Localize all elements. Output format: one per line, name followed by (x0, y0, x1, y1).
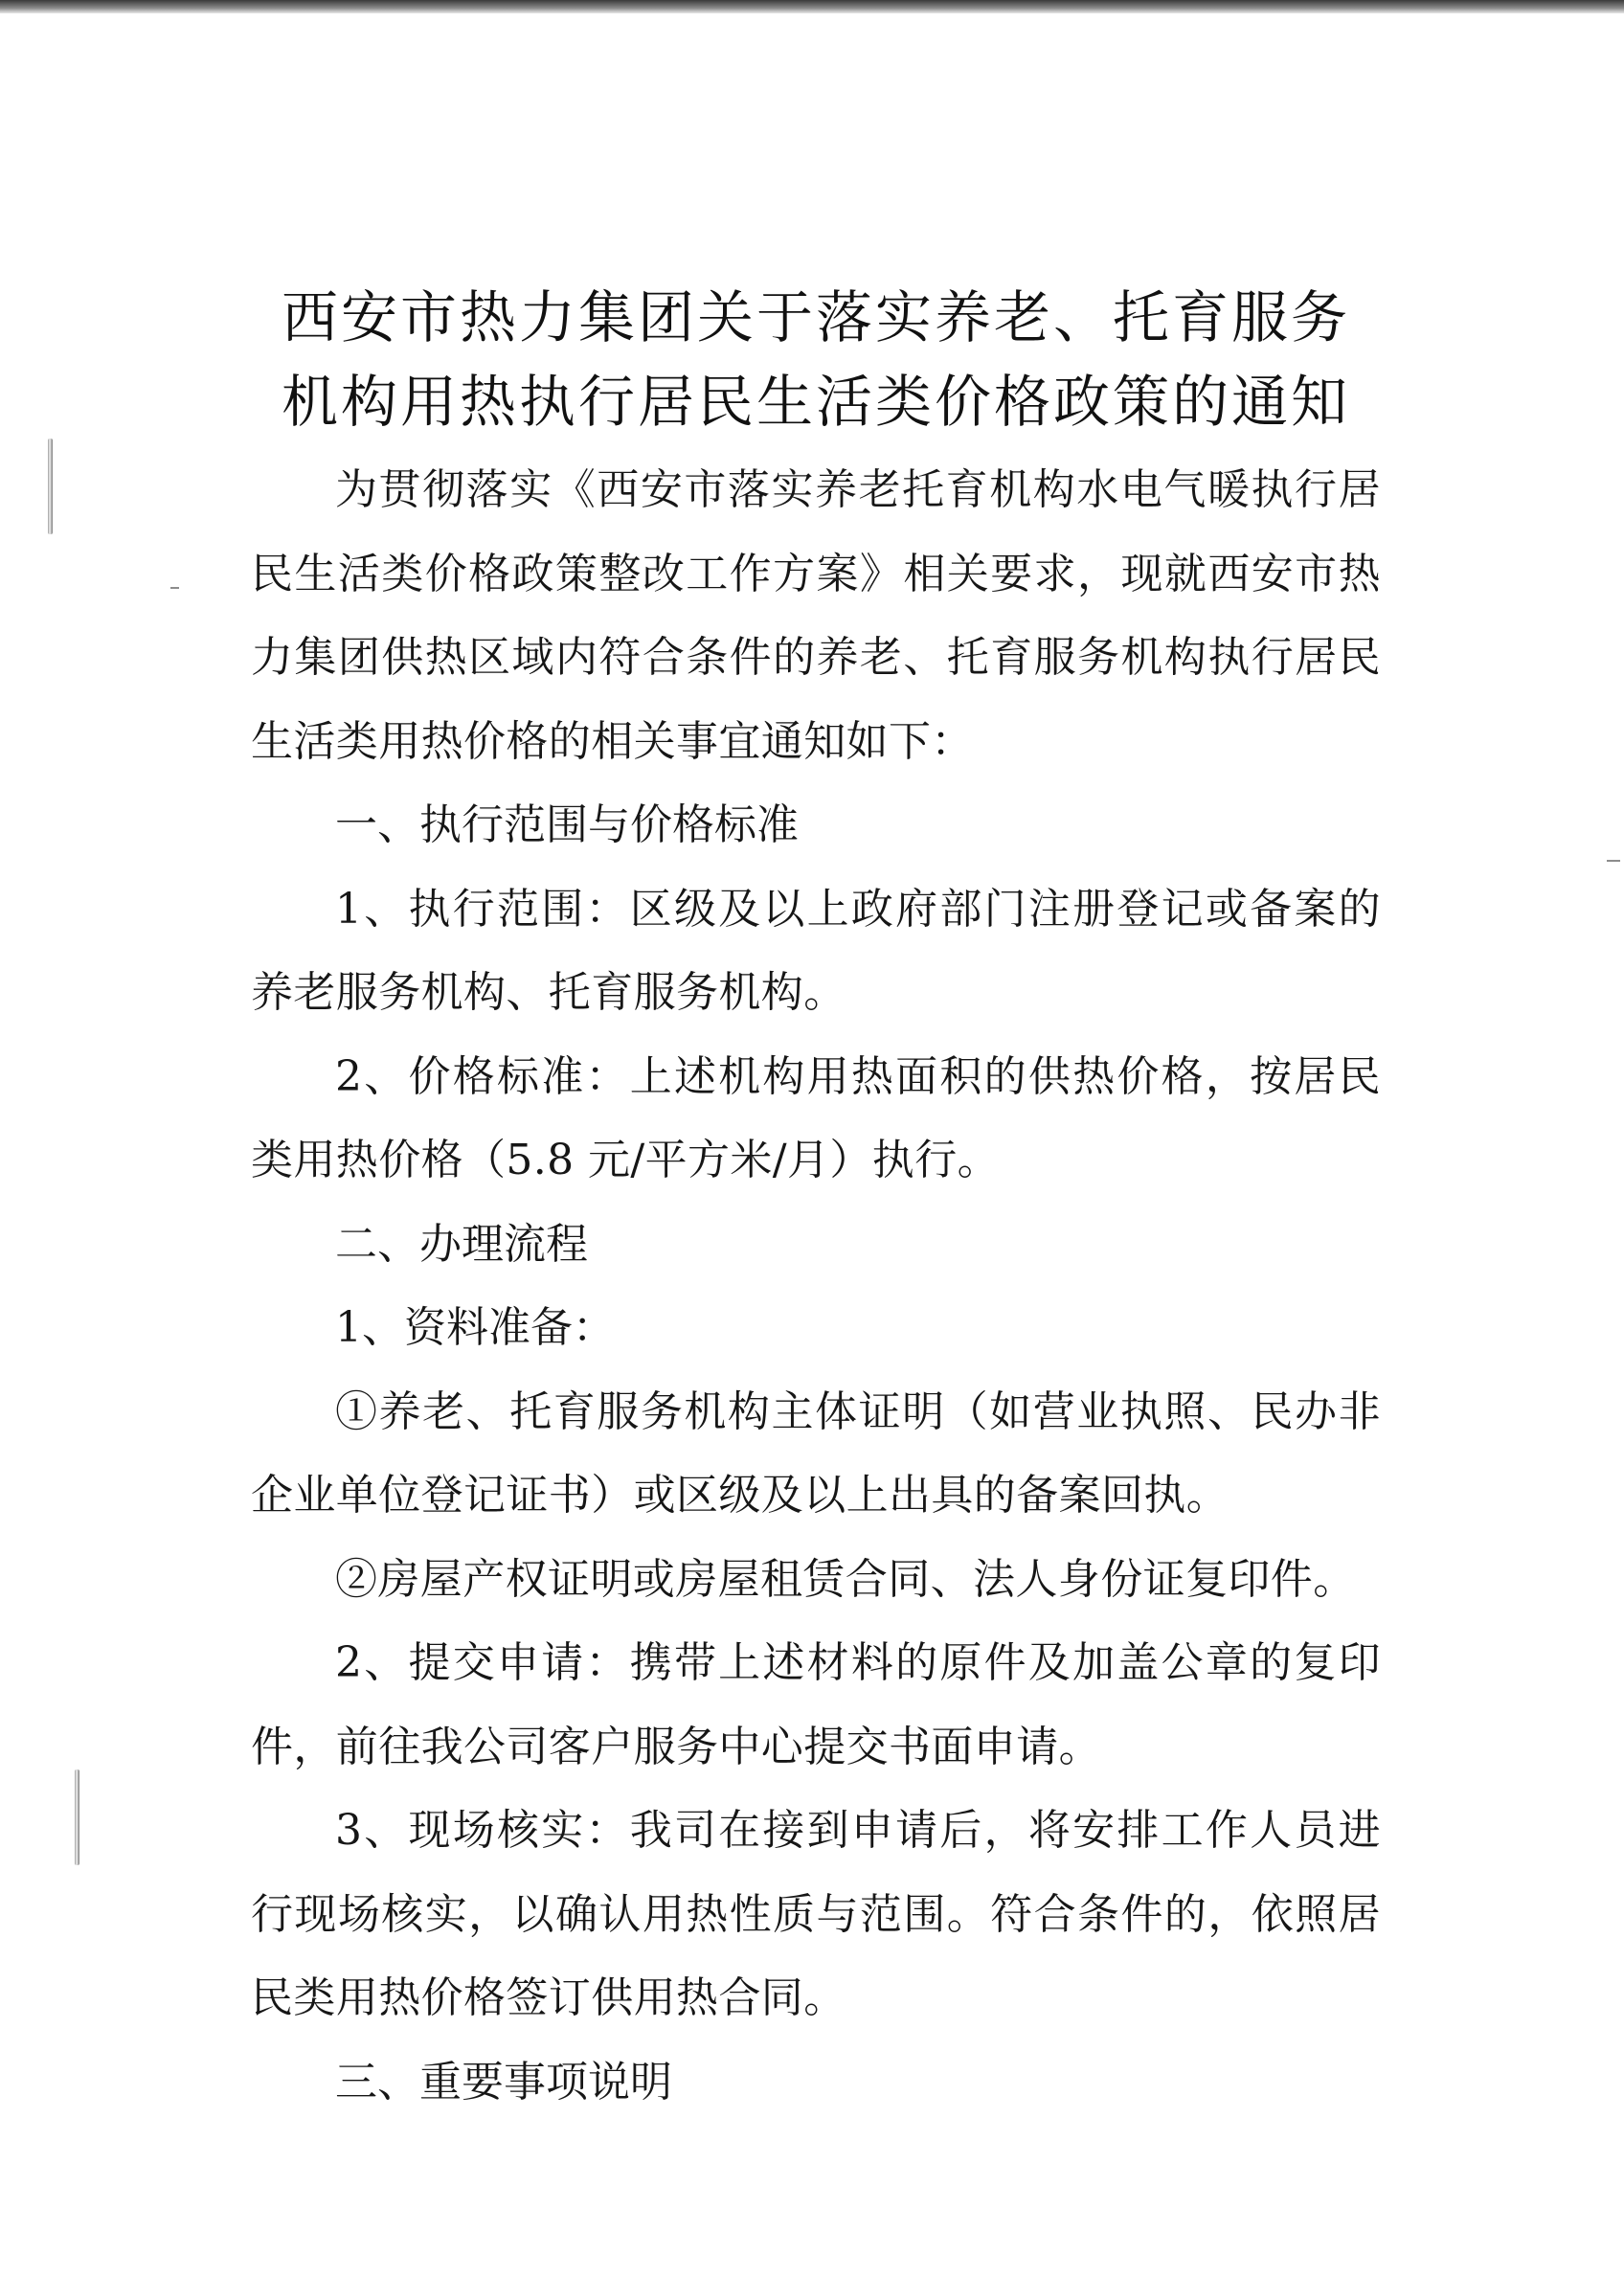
section-2-item-1-a: ①养老、托育服务机构主体证明（如营业执照、民办非企业单位登记证书）或区级及以上出具的备案回执。 (251, 1386, 1381, 1520)
section-1-heading: 一、执行范围与价格标准 (335, 800, 799, 849)
section-2-item-1: 1、资料准备： (335, 1303, 615, 1352)
section-1-item-1: 1、执行范围：区级及以上政府部门注册登记或备案的养老服务机构、托育服务机构。 (251, 884, 1381, 1017)
section-2-heading: 二、办理流程 (335, 1219, 588, 1269)
document-page (251, 276, 1381, 2124)
staple-mark (75, 1769, 79, 1865)
section-1-item-2: 2、价格标准：上述机构用热面积的供热价格，按居民类用热价格（5.8 元/平方米/月）执行。 (251, 1051, 1381, 1184)
title-line-1: 西安市热力集团关于落实养老、托育服务 (281, 284, 1350, 350)
section-2-item-1-b: ②房屋产权证明或房屋租赁合同、法人身份证复印件。 (335, 1554, 1356, 1604)
section-2-item-3: 3、现场核实：我司在接到申请后，将安排工作人员进行现场核实，以确认用热性质与范围。符合条件的，依照居民类用热价格签订供用热合同。 (251, 1806, 1381, 2022)
scan-speck (1607, 860, 1620, 862)
scan-speck (170, 587, 179, 589)
scan-top-edge (0, 0, 1624, 13)
document-body (251, 448, 1381, 2124)
section-3-heading: 三、重要事项说明 (335, 2057, 672, 2107)
document-title (251, 276, 1381, 444)
intro-paragraph: 为贯彻落实《西安市落实养老托育机构水电气暖执行居民生活类价格政策整改工作方案》相关要求，现就西安市热力集团供热区域内符合条件的养老、托育服务机构执行居民生活类用热价格的相关事宜通知如下： (251, 465, 1381, 766)
section-2-item-2: 2、提交申请：携带上述材料的原件及加盖公章的复印件，前往我公司客户服务中心提交书面申请。 (251, 1638, 1381, 1771)
staple-mark (48, 439, 53, 534)
title-line-2: 机构用热执行居民生活类价格政策的通知 (281, 369, 1350, 435)
